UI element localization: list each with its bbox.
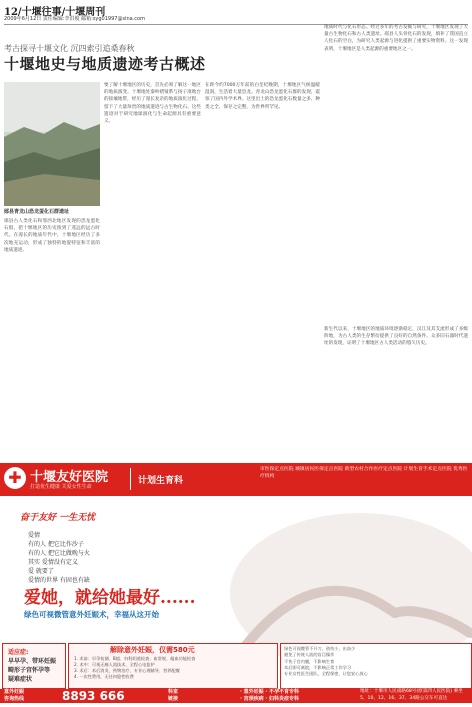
specialty-line: · 意外妊娠 · 不孕不育专科 xyxy=(240,689,300,695)
article-headline: 十堰地史与地质遗迹考古概述 xyxy=(4,55,206,73)
ad-divider xyxy=(130,468,131,490)
poem-line: 爱情 xyxy=(28,532,41,539)
indication-item: 疑难症状 xyxy=(8,676,33,683)
price-details xyxy=(74,656,274,680)
hotline-label xyxy=(4,689,24,702)
advantages-list xyxy=(284,646,466,677)
specialty-line: · 宫颈疾病 · 妇科炎症专科 xyxy=(240,695,300,702)
advantage-item: 绿色可视微管不开刀，创伤小，出血少 xyxy=(284,646,356,651)
ad-sub-slogan: 绿色可视微管意外妊娠术，幸福从这开始 xyxy=(24,610,159,619)
price-item: 1. 术前：早孕检测、B超、妇科阴道检查、血常规、凝血功能检查 xyxy=(74,656,196,661)
price-item: 4. 一次性费用，无任何隐性收费 xyxy=(74,674,134,679)
article-column-4: 地质时代与化石形态。经过多年的考古发掘与研究，十堰地区发现了大量古生物化石和古人类遗址。郧县人头骨化石的发现，填补了我国直立人化石的空白，为研究人类起源与进化提供了重要实物资料。这一发现表明，十堰地区是人类起源的重要地区之一。 xyxy=(324,25,468,52)
hotline-label-line: 意外妊娠 xyxy=(4,689,25,695)
hospital-slogan: 打造优生健康 关爱女性生命 xyxy=(30,484,92,490)
indications-title: 适应症: xyxy=(8,649,29,656)
indication-item: 畸形子宫怀孕等 xyxy=(8,667,51,674)
article-column-1: 郧县古人类化石和鄂西北地区发现的恐龙蛋化石群，把十堰地区的历史推到了遥远的远古时代。在漫长的地质年代中，十堰地区经历了多次地壳运动，形成了独特的地貌特征和丰富的地质遗迹。 xyxy=(4,219,100,253)
article-column-2: 要了解十堰地区的历史，首先必须了解这一地区的地质演变。十堰地处秦岭褶皱系与扬子准地台的接壤地带，经历了漫长复杂的地质演化过程，留下了大量珍贵的地质遗迹与古生物化石。这些遗迹对于研究地球演化与生命起源具有重要意义。 xyxy=(104,83,201,125)
love-poem xyxy=(28,531,90,585)
hotline-label-line: 咨询热线 xyxy=(4,695,25,702)
article-photo xyxy=(4,82,100,206)
specialties-list xyxy=(240,689,299,702)
ad-main-slogan: 爱她，就给她最好...... xyxy=(24,588,196,608)
poem-line: 爱情的世界 有固也有缺 xyxy=(28,577,90,584)
hospital-credentials: 市医保定点医院 城镇居民医保定点医院 新型农村合作医疗定点医院 计划生育手术定点医院 优秀医疗机构 xyxy=(260,467,468,479)
department-link-line: 科室 xyxy=(168,689,179,695)
indications-list xyxy=(8,657,56,684)
ad-tagline: 奋于友好 一生无忧 xyxy=(20,513,96,523)
hospital-name: 十堰友好医院 xyxy=(30,470,109,485)
advantage-item: 专业女性医生团队，全程保密，让您安心放心 xyxy=(284,671,368,677)
advantage-item: 避免了传统人流的盲目操作 xyxy=(284,652,335,658)
advantage-item: 不伤子宫内膜，不影响生育 xyxy=(284,658,335,664)
advantage-item: 术后即可离院，不影响正常工作学习 xyxy=(284,664,352,670)
price-title: 解除意外妊娠，仅需580元 xyxy=(110,646,195,654)
price-item: 3. 术后：术后消炎、药物治疗、专业心理辅导、营养配餐 xyxy=(74,668,180,673)
department-link-label xyxy=(168,689,178,702)
header-meta: 2009年6月12日 责任编辑:李洪俊 邮箱:syg01997@sina.com xyxy=(4,16,145,22)
hospital-address: 地址：十堰市人民南路68号(原第四人民医院) 乘坐5、10、12、16、37、34路公交车可直达 xyxy=(360,689,463,701)
poem-line: 有的人 把它比作沙子 xyxy=(28,541,84,548)
department-link-line: 链接 xyxy=(168,695,179,702)
indication-item: 早早孕、带环妊娠 xyxy=(8,658,57,665)
page-header: 12/十堰往事/十堰周刊 xyxy=(4,7,106,18)
article-column-4-continued: 新生代以来，十堰地区的地质环境逐渐稳定，汉江及其支流形成了多级阶地，为古人类的生存繁衍提供了良好的自然条件。众多旧石器时代遗址的发现，证明了十堰地区古人类活动的悠久历史。 xyxy=(324,327,468,347)
hotline-phone: 8893 666 xyxy=(62,689,125,703)
poem-line: 有的人 把它比做晚与火 xyxy=(28,550,90,557)
photo-caption: 郧县青龙山恐龙蛋化石群遗址 xyxy=(4,209,70,215)
poem-line: 爱 就要了 xyxy=(28,568,54,575)
department-name: 计划生育科 xyxy=(138,476,184,486)
article-column-3: 在距今约7000万年前的白垩纪晚期，十堰地区气候温暖湿润，生活着大量恐龙。青龙山恐龙蛋化石群的发现，震惊了国内外学术界。这里出土的恐龙蛋化石数量之多、种类之全、保存之完整，为世界所罕见。 xyxy=(205,83,320,110)
price-item: 2. 术中：可视无痛人流技术、全程心电监护 xyxy=(74,662,155,667)
poem-line: 其实 爱情没有定义 xyxy=(28,559,78,566)
hospital-logo-icon: ✚ xyxy=(4,467,26,489)
article-kicker: 考古探寻十堰文化 沉四索引追桑春秋 xyxy=(4,44,135,53)
